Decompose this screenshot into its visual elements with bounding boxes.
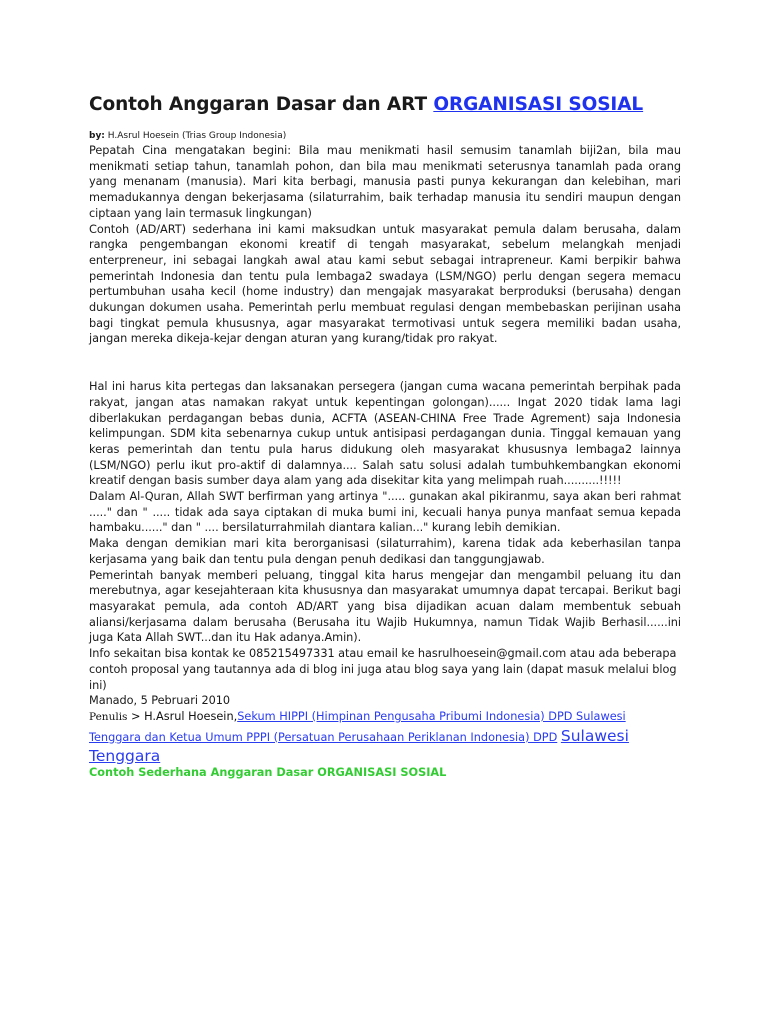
document-page (89, 92, 681, 780)
byline-author: H.Asrul Hoesein (Trias Group Indonesia) (104, 131, 287, 141)
paragraph-info-kontak: Info sekaitan bisa kontak ke 085215497331 atau email ke hasrulhoesein@gmail.com atau ada beberapa contoh proposal yang tautannya ada di blog ini juga atau blog saya yang lain (dapat masuk melalui blog ini) (89, 647, 677, 692)
byline (89, 130, 681, 142)
page-title (89, 92, 681, 118)
paragraph-contoh-adart: Contoh (AD/ART) sederhana ini kami maksudkan untuk masyarakat pemula dalam berusaha, dalam rangka pengembangan ekonomi kreatif di tengah masyarakat, sebelum melangkah menjadi enterpreneur, ini sebagai langkah awal atau kami sebut sebagai intrapreneur. Kami berpikir bahwa pemerintah Indonesia dan tentu pula lembaga2 swadaya (LSM/NGO) perlu dengan segera memacu pertumbuhan usaha kecil (home industry) dan mengajak masyarakat berproduksi (berusaha) dengan dukungan dokumen usaha. Pemerintah perlu membuat regulasi dengan membebaskan perijinan usaha bagi tingkat pemula khususnya, agar masyarakat termotivasi untuk segera memiliki badan usaha, jangan mereka dikeja-kejar dengan aturan yang kurang/tidak pro rakyat. (89, 222, 681, 346)
paragraph-peluang: Pemerintah banyak memberi peluang, tinggal kita harus mengejar dan mengambil peluang itu dan merebutnya, agar kesejahteraan kita khususnya dan masyarakat umumnya dapat tercapai. Berikut bagi masyarakat pemula, ada contoh AD/ART yang bisa dijadikan acuan dalam membentuk sebuah aliansi/kerjasama dalam berusaha (Berusaha itu Wajib Hukumnya, namun Tidak Wajib Berhasil......ini juga Kata Allah SWT...dan itu Hak adanya.Amin). (89, 568, 681, 645)
byline-label: by: (89, 131, 105, 141)
paragraph-pepatah: Pepatah Cina mengatakan begini: Bila mau menikmati hasil semusim tanamlah biji2an, bila mau menikmati setiap tahun, tanamlah pohon, dan bila mau menikmati seterusnya tanamlah pada orang yang menanam (manusia). Mari kita berbagi, manusia pasti punya kekurangan dan kelebihan, mari memadukannya dengan bekerjasama (silaturrahim, baik terhadap manusia itu sendiri maupun dengan ciptaan yang lain termasuk lingkungan) (89, 144, 681, 220)
title-prefix: Contoh Anggaran Dasar dan ART (89, 94, 434, 115)
footer-heading: Contoh Sederhana Anggaran Dasar ORGANISASI SOSIAL (89, 765, 447, 779)
paragraph-date: Manado, 5 Pebruari 2010 (89, 694, 231, 708)
paragraph-pertegas: Hal ini harus kita pertegas dan laksanakan persegera (jangan cuma wacana pemerintah berpihak pada rakyat, jangan atas namakan rakyat untuk kepentingan golongan)...... Ingat 2020 tidak lama lagi diberlakukan perdagangan bebas dunia, ACFTA (ASEAN-CHINA Free Trade Agrement) saja Indonesia kelimpungan. SDM kita sebenarnya cukup untuk antisipasi perdagangan dunia. Tinggal kemauan yang keras pemerintah dan tentu pula harus didukung oleh masyarakat khususnya lembaga2 lainnya (LSM/NGO) perlu ikut pro-aktif di dalamnya.... Salah satu solusi adalah tumbuhkembangkan ekonomi kreatif dengan basis sumber daya alam yang ada disekitar kita yang melimpah ruah..........!!!!! (89, 380, 681, 488)
paragraph-al-quran: Dalam Al-Quran, Allah SWT berfirman yang artinya "..... gunakan akal pikiranmu, saya akan beri rahmat ....." dan " ..... tidak ada saya ciptakan di muka bumi ini, kecuali hanya punya manfaat semua kepada hambaku......" dan " .... bersilaturrahmilah diantara kalian..." kurang lebih demikian. (89, 490, 681, 535)
credit-label: Penulis (89, 710, 128, 723)
paragraph-berorganisasi: Maka dengan demikian mari kita berorganisasi (silaturrahim), karena tidak ada keberhasilan tanpa kerjasama yang baik dan tentu pula dengan penuh dedikasi dan tanggungjawab. (89, 537, 681, 566)
paragraph-gap (89, 347, 681, 379)
article-body (89, 143, 681, 709)
credit-link-organization[interactable]: Sekum HIPPI (Himpinan Pengusaha Pribumi Indonesia) DPD Sulawesi Tenggara dan Ketua Umum PPPI (Persatuan Perusahaan Periklanan Indonesia) DPD (89, 709, 626, 744)
title-link-organisasi-sosial[interactable]: ORGANISASI SOSIAL (433, 94, 644, 115)
credit-name: > H.Asrul Hoesein, (127, 709, 238, 723)
credit-link-sulawesi-tenggara[interactable]: Sulawesi Tenggara (89, 726, 629, 765)
author-credit (89, 709, 681, 766)
